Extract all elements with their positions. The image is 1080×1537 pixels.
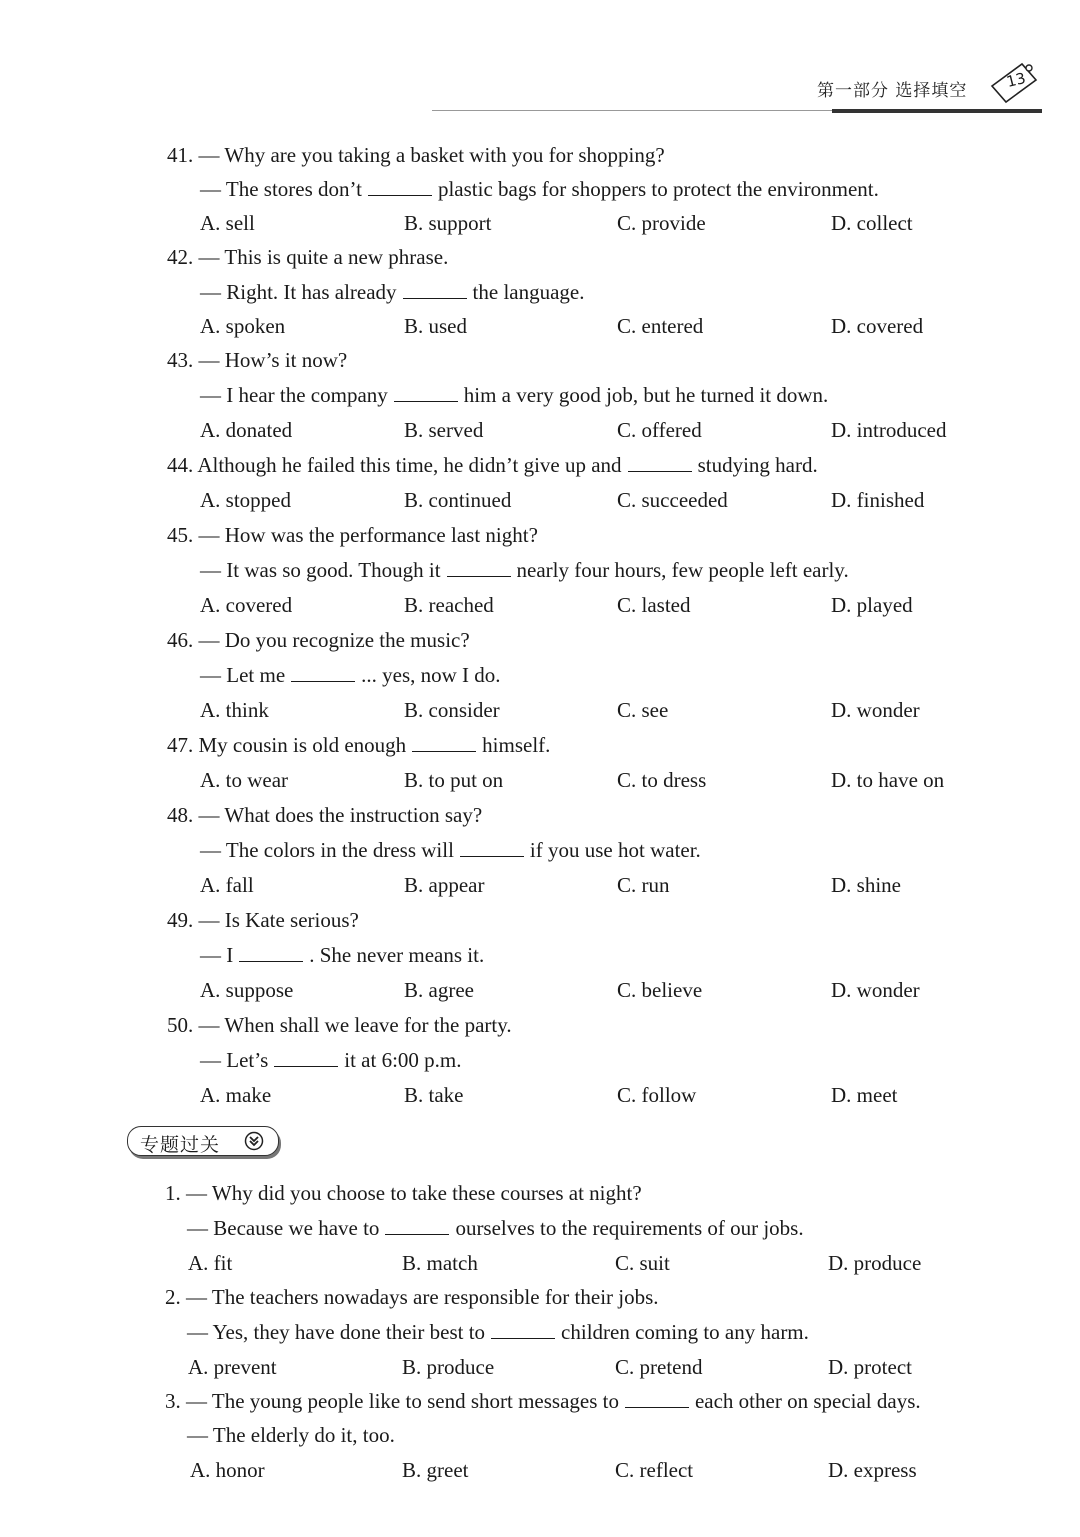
option-d: D. wonder xyxy=(831,978,920,1002)
option-b: B. consider xyxy=(404,698,500,722)
answer-blank xyxy=(491,1323,555,1339)
question-number: 43. xyxy=(167,348,194,372)
option-c: C. pretend xyxy=(615,1355,703,1379)
q42-line-2: — Right. It has already the language. xyxy=(200,280,585,304)
option-a: A. to wear xyxy=(200,768,289,792)
question-number: 41. xyxy=(167,143,194,167)
option-a: A. stopped xyxy=(200,488,291,512)
option-b: B. continued xyxy=(404,488,512,512)
option-c: C. entered xyxy=(617,314,704,338)
option-b: B. served xyxy=(404,418,484,442)
option-a: A. spoken xyxy=(200,314,286,338)
option-c: C. lasted xyxy=(617,593,691,617)
q41-line-1: 41. — Why are you taking a basket with you for shopping? xyxy=(167,143,665,167)
option-d: D. protect xyxy=(828,1355,912,1379)
q44-line-1: 44. Although he failed this time, he didn’t give up and studying hard. xyxy=(167,453,818,477)
question-number: 42. xyxy=(167,245,194,269)
option-d: D. express xyxy=(828,1458,917,1482)
q49-line-2: — I . She never means it. xyxy=(200,943,485,967)
option-d: D. produce xyxy=(828,1251,922,1275)
s1-line-1: 1. — Why did you choose to take these courses at night? xyxy=(165,1181,642,1205)
option-d: D. wonder xyxy=(831,698,920,722)
answer-blank xyxy=(628,456,692,472)
option-a: A. prevent xyxy=(188,1355,277,1379)
option-c: C. believe xyxy=(617,978,703,1002)
q47-line-1: 47. My cousin is old enough himself. xyxy=(167,733,551,757)
option-a: A. make xyxy=(200,1083,272,1107)
option-a: A. fall xyxy=(200,873,254,897)
q48-line-1: 48. — What does the instruction say? xyxy=(167,803,483,827)
s3-line-1: 3. — The young people like to send short messages to each other on special days. xyxy=(165,1389,921,1413)
option-a: A. donated xyxy=(200,418,293,442)
option-b: B. produce xyxy=(402,1355,495,1379)
s2-line-2: — Yes, they have done their best to children coming to any harm. xyxy=(187,1320,809,1344)
option-a: A. think xyxy=(200,698,269,722)
question-number: 48. xyxy=(167,803,194,827)
question-number: 44. xyxy=(167,453,194,477)
option-b: B. reached xyxy=(404,593,494,617)
option-d: D. meet xyxy=(831,1083,898,1107)
option-c: C. suit xyxy=(615,1251,670,1275)
option-d: D. collect xyxy=(831,211,913,235)
option-d: D. finished xyxy=(831,488,925,512)
option-c: C. offered xyxy=(617,418,702,442)
page-number: 13 xyxy=(1004,68,1028,92)
option-c: C. follow xyxy=(617,1083,697,1107)
q45-line-1: 45. — How was the performance last night? xyxy=(167,523,538,547)
answer-blank xyxy=(447,561,511,577)
question-number: 3. xyxy=(165,1389,181,1413)
option-d: D. introduced xyxy=(831,418,947,442)
option-c: C. reflect xyxy=(615,1458,694,1482)
answer-blank xyxy=(460,841,524,857)
q45-line-2: — It was so good. Though it nearly four hours, few people left early. xyxy=(200,558,849,582)
option-a: A. suppose xyxy=(200,978,294,1002)
option-a: A. sell xyxy=(200,211,255,235)
q46-line-1: 46. — Do you recognize the music? xyxy=(167,628,470,652)
option-b: B. to put on xyxy=(404,768,504,792)
answer-blank xyxy=(625,1392,689,1408)
answer-blank xyxy=(412,736,476,752)
section-tag-label: 专题过关 xyxy=(140,1134,221,1156)
answer-blank xyxy=(274,1051,338,1067)
option-d: D. played xyxy=(831,593,913,617)
option-d: D. covered xyxy=(831,314,924,338)
header-rule xyxy=(432,108,1042,114)
section-header: 第一部分 选择填空 xyxy=(817,81,968,101)
option-b: B. take xyxy=(404,1083,464,1107)
option-c: C. to dress xyxy=(617,768,707,792)
option-b: B. appear xyxy=(404,873,485,897)
q50-line-2: — Let’s it at 6:00 p.m. xyxy=(200,1048,462,1072)
question-number: 49. xyxy=(167,908,194,932)
s3-line-2: — The elderly do it, too. xyxy=(187,1423,395,1447)
q50-line-1: 50. — When shall we leave for the party. xyxy=(167,1013,512,1037)
option-c: C. run xyxy=(617,873,670,897)
section-tag xyxy=(127,1126,279,1156)
q46-line-2: — Let me ... yes, now I do. xyxy=(200,663,501,687)
option-b: B. greet xyxy=(402,1458,469,1482)
q43-line-1: 43. — How’s it now? xyxy=(167,348,348,372)
answer-blank xyxy=(385,1219,449,1235)
question-number: 1. xyxy=(165,1181,181,1205)
answer-blank xyxy=(239,946,303,962)
double-chevron-down-icon xyxy=(244,1131,264,1151)
question-number: 2. xyxy=(165,1285,181,1309)
answer-blank xyxy=(291,666,355,682)
s2-line-1: 2. — The teachers nowadays are responsible for their jobs. xyxy=(165,1285,659,1309)
q48-line-2: — The colors in the dress will if you use hot water. xyxy=(200,838,701,862)
option-c: C. see xyxy=(617,698,669,722)
option-b: B. agree xyxy=(404,978,474,1002)
option-a: A. fit xyxy=(188,1251,233,1275)
question-number: 47. xyxy=(167,733,194,757)
option-b: B. match xyxy=(402,1251,478,1275)
option-b: B. support xyxy=(404,211,492,235)
q42-line-1: 42. — This is quite a new phrase. xyxy=(167,245,449,269)
question-number: 45. xyxy=(167,523,194,547)
q41-line-2: — The stores don’t plastic bags for shoppers to protect the environment. xyxy=(200,177,879,201)
option-a: A. honor xyxy=(190,1458,265,1482)
q49-line-1: 49. — Is Kate serious? xyxy=(167,908,359,932)
s1-line-2: — Because we have to ourselves to the requirements of our jobs. xyxy=(187,1216,804,1240)
answer-blank xyxy=(394,386,458,402)
answer-blank xyxy=(403,283,467,299)
question-number: 50. xyxy=(167,1013,194,1037)
option-d: D. shine xyxy=(831,873,901,897)
option-d: D. to have on xyxy=(831,768,945,792)
page-number-badge xyxy=(990,58,1042,106)
option-b: B. used xyxy=(404,314,467,338)
answer-blank xyxy=(368,180,432,196)
question-number: 46. xyxy=(167,628,194,652)
q43-line-2: — I hear the company him a very good job, but he turned it down. xyxy=(200,383,829,407)
option-c: C. succeeded xyxy=(617,488,728,512)
option-a: A. covered xyxy=(200,593,293,617)
option-c: C. provide xyxy=(617,211,706,235)
